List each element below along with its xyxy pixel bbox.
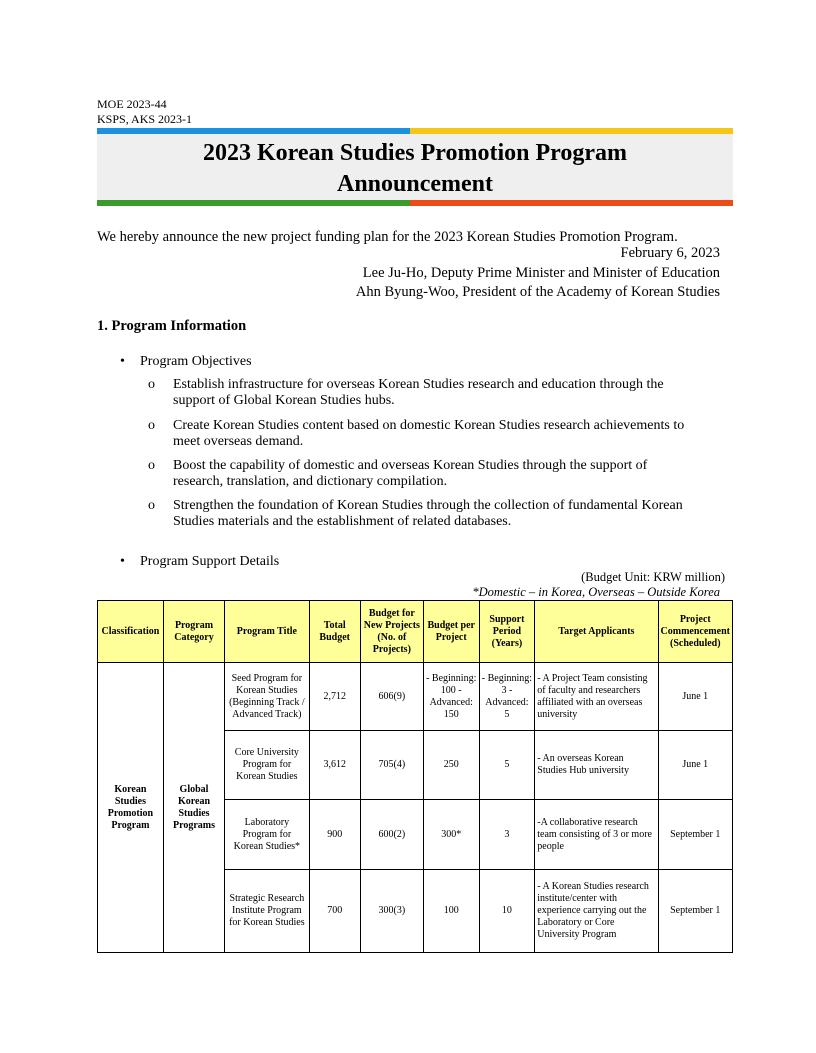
objective-item	[148, 377, 720, 409]
circle-bullet-icon: o	[148, 458, 155, 473]
cell-total: 700	[309, 870, 360, 953]
cell-commencement: June 1	[658, 731, 732, 800]
header-target-applicants: Target Applicants	[535, 601, 658, 663]
support-bullet	[120, 554, 279, 570]
cell-title: Seed Program for Korean Studies (Beginning Track / Advanced Track)	[225, 663, 309, 731]
bottom-bar-red	[410, 200, 733, 206]
cell-commencement: June 1	[658, 663, 732, 731]
circle-bullet-icon: o	[148, 418, 155, 433]
cell-applicants: - A Project Team consisting of faculty and researchers affiliated with an overseas university	[535, 663, 658, 731]
cell-period: - Beginning: 3 - Advanced: 5	[479, 663, 535, 731]
header-classification: Classification	[98, 601, 164, 663]
document-reference-ksps: KSPS, AKS 2023-1	[97, 112, 193, 126]
signer-minister: Lee Ju-Ho, Deputy Prime Minister and Minister of Education	[362, 265, 720, 281]
cell-new: 606(9)	[360, 663, 423, 731]
objective-item	[148, 498, 720, 530]
bullet-icon: •	[120, 554, 125, 569]
page-title-line2: Announcement	[336, 171, 493, 197]
header-title: Program Title	[225, 601, 309, 663]
intro-text: We hereby announce the new project funding plan for the 2023 Korean Studies Promotion Program.	[97, 229, 678, 245]
objective-text: Create Korean Studies content based on domestic Korean Studies research achievements to	[173, 418, 685, 433]
header-support-period: Support Period (Years)	[479, 601, 535, 663]
cell-new: 600(2)	[360, 800, 423, 870]
cell-period: 5	[479, 731, 535, 800]
support-details-table	[97, 600, 733, 953]
cell-commencement: September 1	[658, 800, 732, 870]
budget-unit-note: (Budget Unit: KRW million)	[581, 570, 725, 584]
header-category: Program Category	[163, 601, 224, 663]
announcement-date: February 6, 2023	[620, 245, 720, 261]
support-label: Program Support Details	[140, 554, 280, 569]
table-row	[98, 663, 733, 731]
header-budget-per-project: Budget per Project	[423, 601, 479, 663]
circle-bullet-icon: o	[148, 377, 155, 392]
cell-total: 900	[309, 800, 360, 870]
cell-new: 300(3)	[360, 870, 423, 953]
header-commencement: Project Commencement (Scheduled)	[658, 601, 732, 663]
objective-text: Establish infrastructure for overseas Korean Studies research and education through the	[173, 377, 664, 392]
domestic-definition-note: *Domestic – in Korea, Overseas – Outside Korea	[472, 585, 720, 599]
objective-item	[148, 418, 720, 450]
cell-total: 2,712	[309, 663, 360, 731]
objectives-label: Program Objectives	[140, 354, 252, 369]
objective-text: Boost the capability of domestic and overseas Korean Studies through the support of	[173, 458, 648, 473]
signer-president: Ahn Byung-Woo, President of the Academy of Korean Studies	[355, 284, 720, 300]
cell-per: 300*	[423, 800, 479, 870]
header-total-budget: Total Budget	[309, 601, 360, 663]
objective-item	[148, 458, 720, 490]
circle-bullet-icon: o	[148, 498, 155, 513]
bottom-bar-green	[97, 200, 410, 206]
cell-applicants: - A Korean Studies research institute/center with experience carrying out the Laboratory or Core University Program	[535, 870, 658, 953]
objective-text-cont: research, translation, and dictionary compilation.	[173, 474, 448, 489]
cell-per: 250	[423, 731, 479, 800]
page-title	[97, 138, 733, 200]
table-header-row	[98, 601, 733, 663]
cell-title: Laboratory Program for Korean Studies*	[225, 800, 309, 870]
cell-total: 3,612	[309, 731, 360, 800]
objective-text: Strengthen the foundation of Korean Studies through the collection of fundamental Korean	[173, 498, 683, 513]
section-heading: 1. Program Information	[97, 318, 247, 334]
cell-title: Core University Program for Korean Studies	[225, 731, 309, 800]
cell-commencement: September 1	[658, 870, 732, 953]
cell-period: 10	[479, 870, 535, 953]
cell-classification: Korean Studies Promotion Program	[98, 663, 164, 953]
cell-period: 3	[479, 800, 535, 870]
cell-title: Strategic Research Institute Program for Korean Studies	[225, 870, 309, 953]
page-title-line1: 2023 Korean Studies Promotion Program	[203, 140, 627, 166]
cell-category: Global Korean Studies Programs	[163, 663, 224, 953]
cell-new: 705(4)	[360, 731, 423, 800]
objective-text-cont: meet overseas demand.	[173, 434, 304, 449]
objective-text-cont: Studies materials and the establishment of related databases.	[173, 514, 512, 529]
objective-text-cont: support of Global Korean Studies hubs.	[173, 393, 395, 408]
objectives-bullet	[120, 354, 252, 370]
document-reference-moe: MOE 2023-44	[97, 97, 167, 111]
cell-applicants: -A collaborative research team consisting of 3 or more people	[535, 800, 658, 870]
cell-per: 100	[423, 870, 479, 953]
bullet-icon: •	[120, 354, 125, 369]
cell-per: - Beginning: 100 - Advanced: 150	[423, 663, 479, 731]
cell-applicants: - An overseas Korean Studies Hub university	[535, 731, 658, 800]
header-new-budget: Budget for New Projects (No. of Projects)	[360, 601, 423, 663]
